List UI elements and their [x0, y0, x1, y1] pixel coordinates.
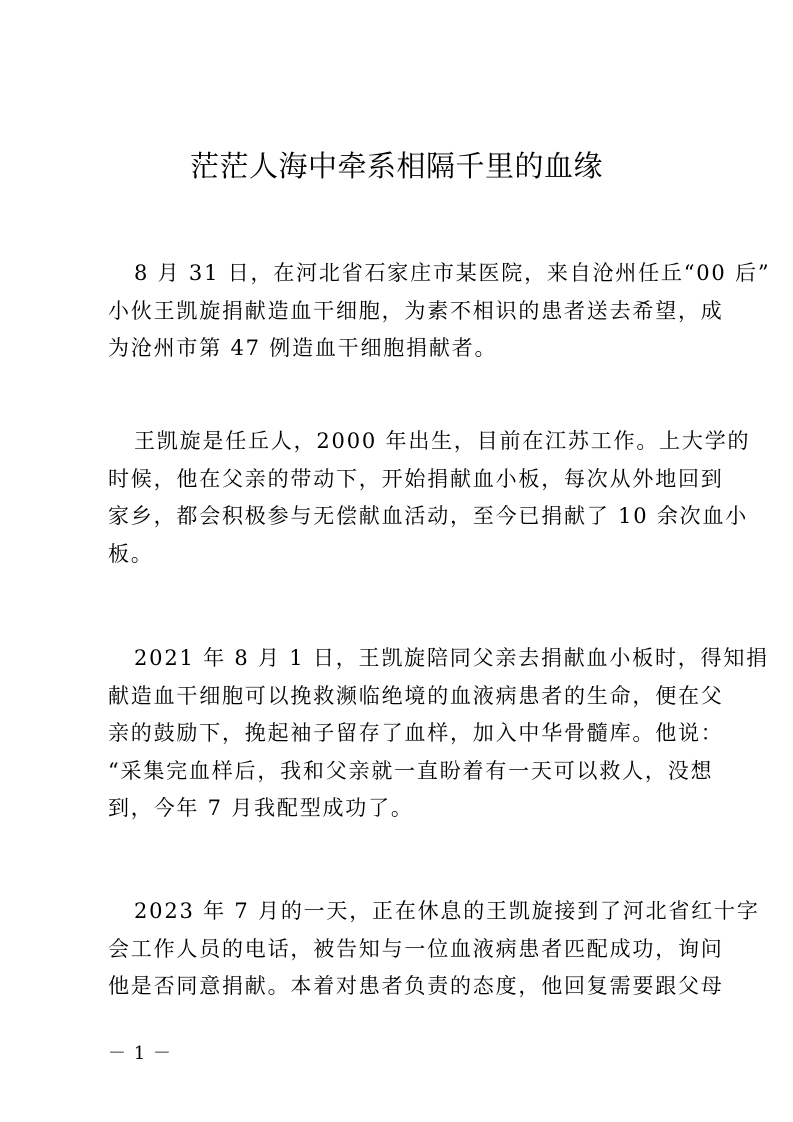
paragraph-line: 8 月 31 日，在河北省石家庄市某医院，来自沧州任丘“00 后”: [134, 261, 771, 285]
paragraph-line: 献造血干细胞可以挽救濒临绝境的血液病患者的生命，便在父: [108, 683, 724, 708]
paragraph-3: [108, 640, 769, 828]
paragraph-line: “采集完血样后，我和父亲就一直盼着有一天可以救人，没想: [108, 758, 714, 783]
paragraph-line: 2021 年 8 月 1 日，王凯旋陪同父亲去捐献血小板时，得知捐: [134, 646, 769, 670]
paragraph-4: [108, 893, 760, 1006]
page-number: － 1 －: [108, 1043, 172, 1064]
paragraph-line: 为沧州市第 47 例造血干细胞捐献者。: [108, 336, 498, 361]
paragraph-line: 时候，他在父亲的带动下，开始捐献血小板，每次从外地回到: [108, 466, 724, 491]
paragraph-line: 到，今年 7 月我配型成功了。: [108, 796, 414, 821]
paragraph-line: 2023 年 7 月的一天，正在休息的王凯旋接到了河北省红十字: [134, 899, 760, 923]
paragraph-2: [108, 423, 751, 573]
paragraph-1: [108, 255, 771, 368]
paragraph-line: 王凯旋是任丘人，2000 年出生，目前在江苏工作。上大学的: [134, 429, 751, 453]
document-title: 茫茫人海中牵系相隔千里的血缘: [189, 149, 603, 183]
paragraph-line: 他是否同意捐献。本着对患者负责的态度，他回复需要跟父母: [108, 974, 724, 999]
paragraph-line: 板。: [108, 541, 154, 566]
paragraph-line: 亲的鼓励下，挽起袖子留存了血样，加入中华骨髓库。他说：: [108, 721, 724, 746]
paragraph-line: 家乡，都会积极参与无偿献血活动，至今已捐献了 10 余次血小: [108, 504, 749, 529]
paragraph-line: 会工作人员的电话，被告知与一位血液病患者匹配成功，询问: [108, 936, 724, 961]
paragraph-line: 小伙王凯旋捐献造血干细胞，为素不相识的患者送去希望，成: [108, 298, 724, 323]
